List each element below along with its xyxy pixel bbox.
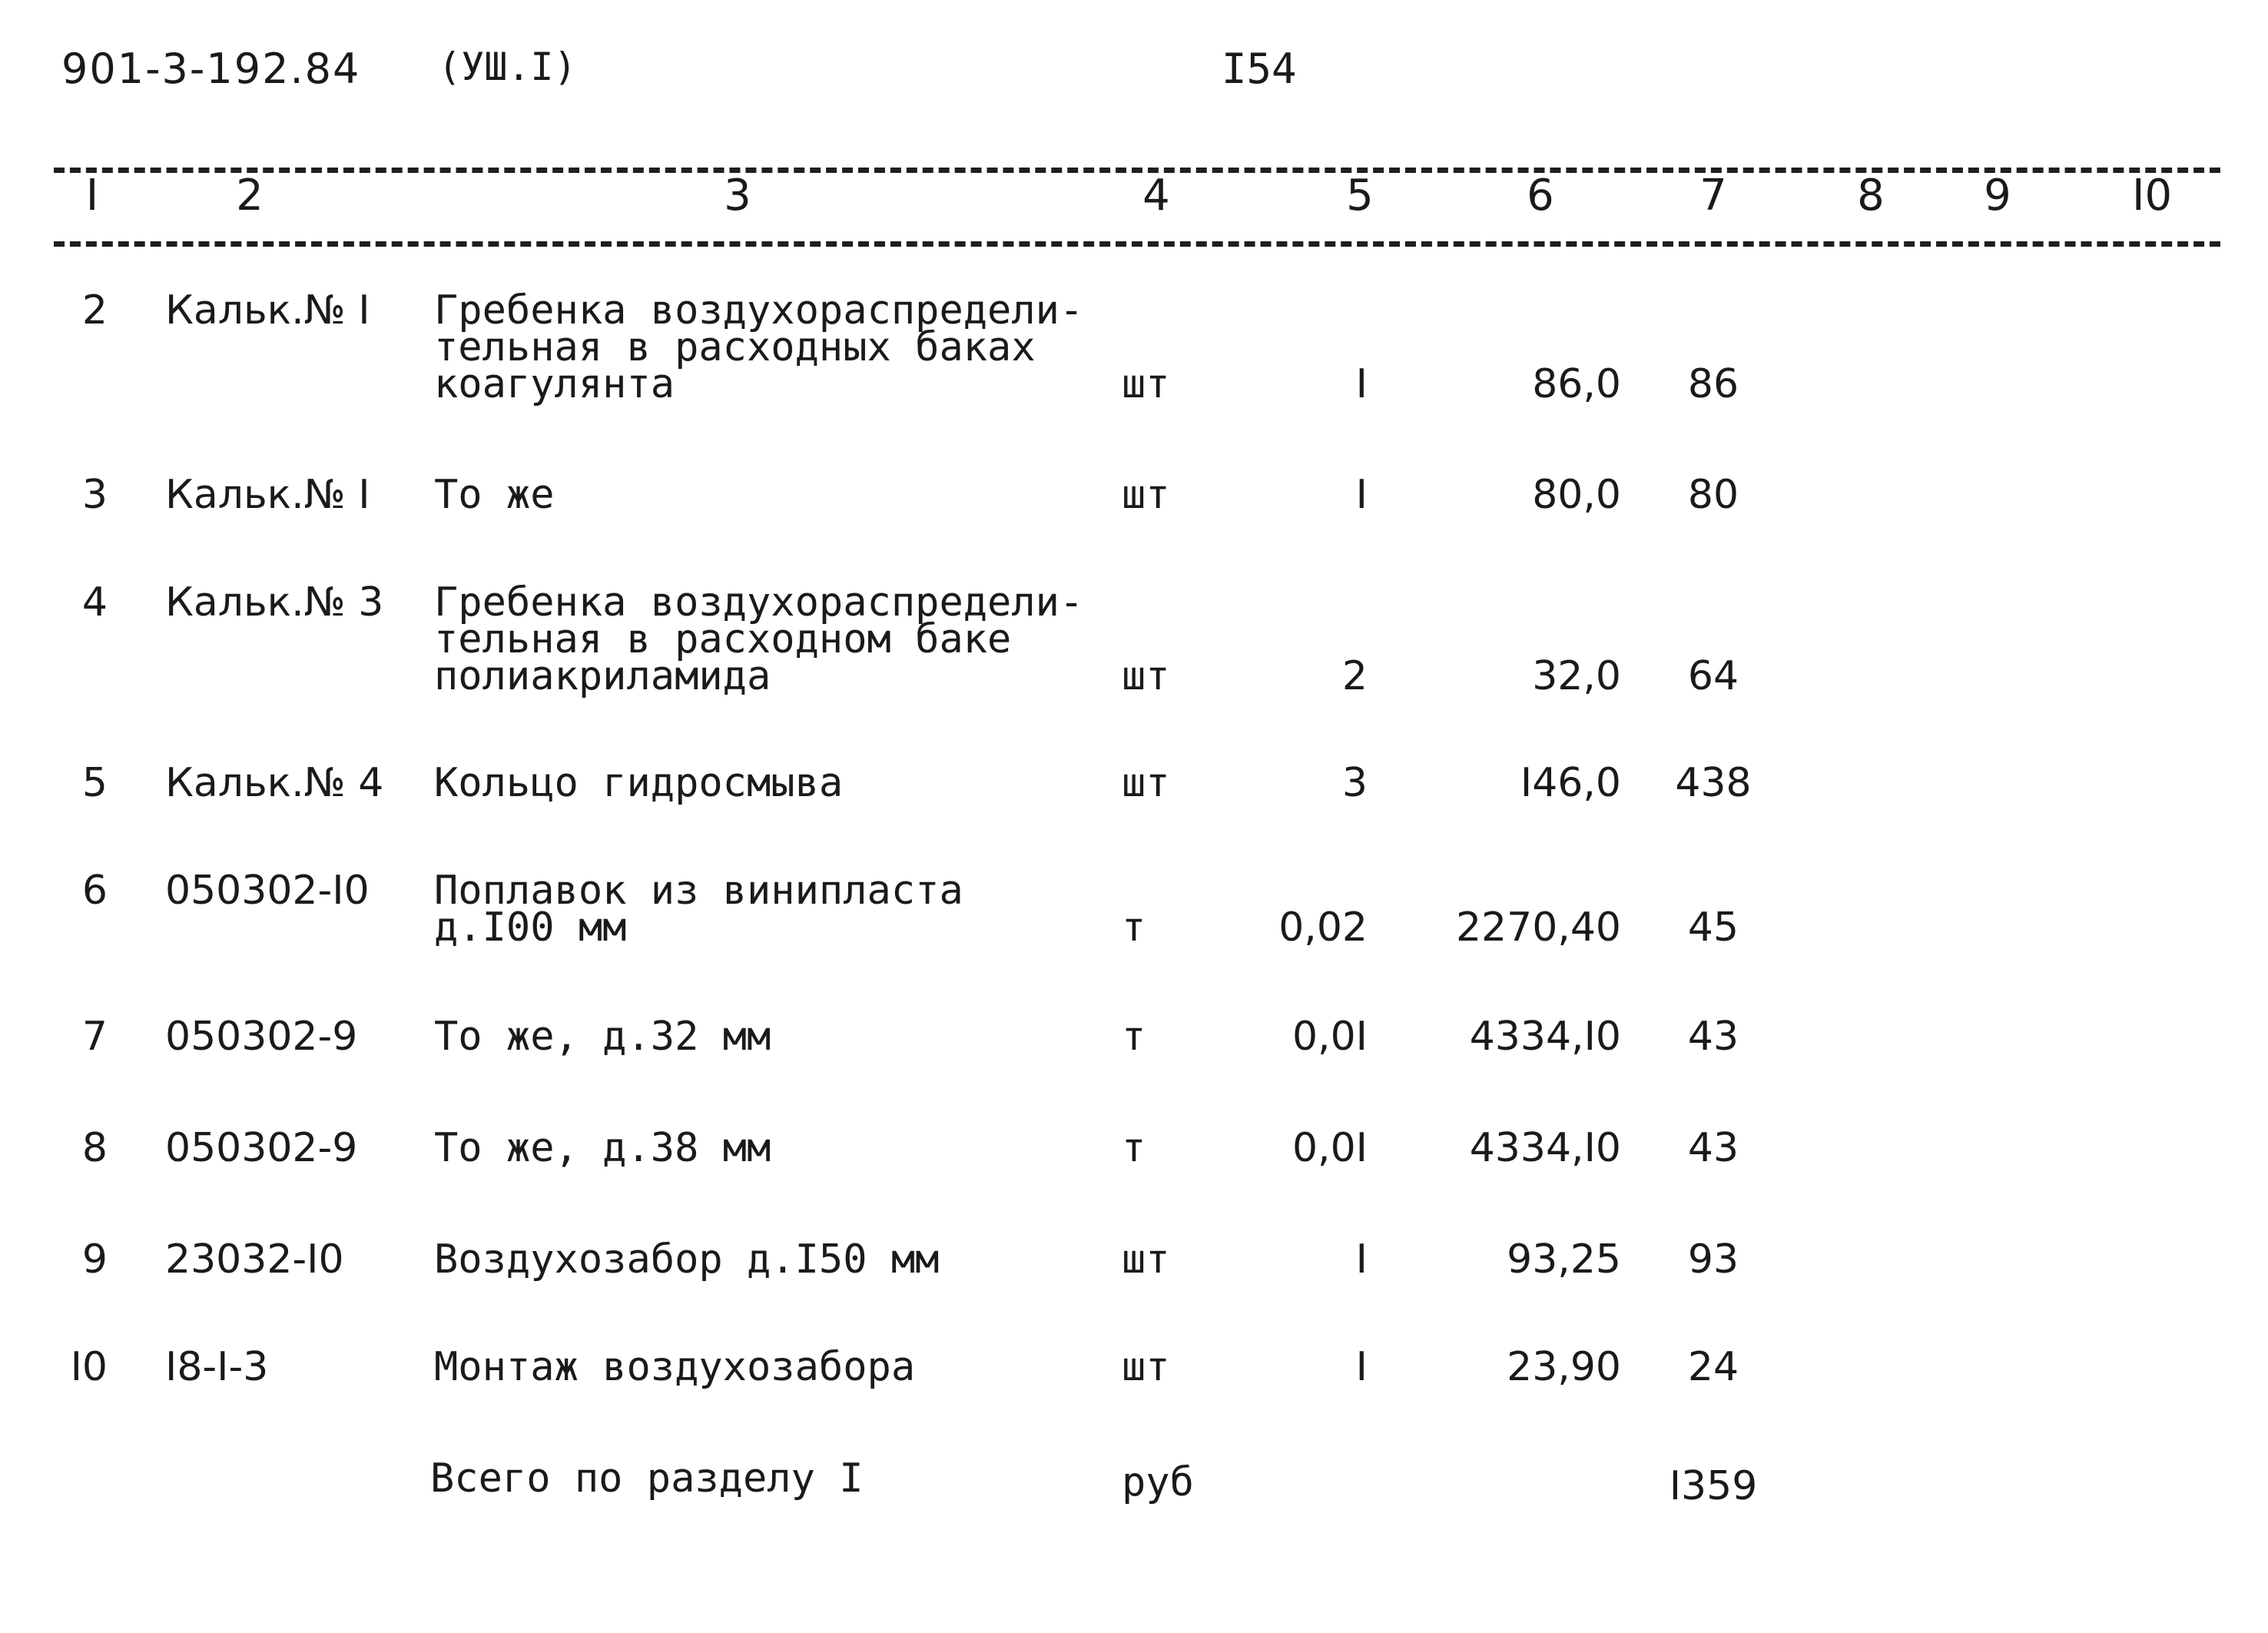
unit: т xyxy=(1122,904,1146,951)
quantity: I xyxy=(1355,361,1368,407)
unit-price: I46,0 xyxy=(1520,760,1621,806)
column-number: 6 xyxy=(1527,171,1554,221)
page-number: I54 xyxy=(1222,45,1297,93)
description-line: Воздухозабор д.I50 мм xyxy=(434,1236,940,1283)
line-total: 24 xyxy=(1687,1344,1739,1390)
item-description xyxy=(434,760,844,806)
summary-total: I359 xyxy=(1669,1463,1758,1509)
quantity: I xyxy=(1355,472,1368,518)
line-total: 93 xyxy=(1687,1236,1739,1283)
reference-code: 23032-I0 xyxy=(165,1236,344,1283)
column-number: 9 xyxy=(1984,171,2011,221)
quantity: 2 xyxy=(1341,653,1368,699)
column-number: 3 xyxy=(724,171,751,221)
quantity: 0,0I xyxy=(1292,1014,1368,1060)
table-header-rule xyxy=(54,241,2220,247)
row-number: 4 xyxy=(81,579,108,626)
column-number: 8 xyxy=(1857,171,1885,221)
unit: шт xyxy=(1122,1344,1170,1390)
unit-price: 4334,I0 xyxy=(1469,1125,1621,1171)
unit-price: 80,0 xyxy=(1532,472,1621,518)
quantity: I xyxy=(1355,1344,1368,1390)
unit: шт xyxy=(1122,1236,1170,1283)
reference-code: Кальк.№ I xyxy=(165,472,370,518)
quantity: 0,0I xyxy=(1292,1125,1368,1171)
reference-code: 050302-9 xyxy=(165,1014,358,1060)
unit-price: 86,0 xyxy=(1532,361,1621,407)
line-total: 438 xyxy=(1675,760,1752,806)
row-number: 2 xyxy=(81,287,108,334)
line-total: 43 xyxy=(1687,1125,1739,1171)
description-line: Кольцо гидросмыва xyxy=(434,760,844,806)
summary-unit: руб xyxy=(1122,1459,1194,1505)
section-label: (УШ.I) xyxy=(438,45,577,89)
unit-price: 32,0 xyxy=(1532,653,1621,699)
line-total: 80 xyxy=(1687,472,1739,518)
description-line: Монтаж воздухозабора xyxy=(434,1344,916,1390)
unit: шт xyxy=(1122,760,1170,806)
reference-code: Кальк.№ 4 xyxy=(165,760,384,806)
description-line: Поплавок из винипласта xyxy=(434,868,963,914)
quantity: 0,02 xyxy=(1278,904,1368,951)
quantity: I xyxy=(1355,1236,1368,1283)
unit-price: 2270,40 xyxy=(1455,904,1621,951)
item-description xyxy=(434,1344,916,1390)
description-line: То же xyxy=(434,472,555,518)
item-description xyxy=(434,1236,940,1283)
line-total: 45 xyxy=(1687,904,1739,951)
item-description xyxy=(434,1014,771,1060)
quantity: 3 xyxy=(1341,760,1368,806)
item-description xyxy=(434,287,1084,407)
unit: шт xyxy=(1122,653,1170,699)
unit: шт xyxy=(1122,472,1170,518)
column-number: I0 xyxy=(2132,171,2173,221)
row-number: 7 xyxy=(81,1014,108,1060)
item-description xyxy=(434,579,1084,699)
unit-price: 23,90 xyxy=(1507,1344,1621,1390)
reference-code: I8-I-3 xyxy=(165,1344,269,1390)
column-number: 7 xyxy=(1699,171,1727,221)
description-line: коагулянта xyxy=(434,361,675,407)
description-line: тельная в расходном баке xyxy=(434,616,1012,662)
unit: т xyxy=(1122,1125,1146,1171)
document-code: 901-3-192.84 xyxy=(61,45,361,93)
description-line: тельная в расходных баках xyxy=(434,324,1036,370)
unit-price: 93,25 xyxy=(1507,1236,1621,1283)
row-number: 9 xyxy=(81,1236,108,1283)
row-number: 8 xyxy=(81,1125,108,1171)
column-number: I xyxy=(85,171,99,221)
unit: т xyxy=(1122,1014,1146,1060)
reference-code: 050302-9 xyxy=(165,1125,358,1171)
summary-label: Всего по разделу I xyxy=(430,1455,864,1502)
row-number: 3 xyxy=(81,472,108,518)
row-number: 5 xyxy=(81,760,108,806)
column-number: 5 xyxy=(1346,171,1374,221)
description-line: Гребенка воздухораспредели- xyxy=(434,579,1084,626)
item-description xyxy=(434,472,555,518)
description-line: Гребенка воздухораспредели- xyxy=(434,287,1084,334)
unit-price: 4334,I0 xyxy=(1469,1014,1621,1060)
line-total: 86 xyxy=(1687,361,1739,407)
line-total: 64 xyxy=(1687,653,1739,699)
column-number: 4 xyxy=(1142,171,1170,221)
row-number: I0 xyxy=(70,1344,108,1390)
column-number: 2 xyxy=(236,171,264,221)
line-total: 43 xyxy=(1687,1014,1739,1060)
reference-code: 050302-I0 xyxy=(165,868,370,914)
item-description xyxy=(434,1125,771,1171)
row-number: 6 xyxy=(81,868,108,914)
reference-code: Кальк.№ 3 xyxy=(165,579,384,626)
description-line: То же, д.32 мм xyxy=(434,1014,771,1060)
description-line: То же, д.38 мм xyxy=(434,1125,771,1171)
unit: шт xyxy=(1122,361,1170,407)
description-line: д.I00 мм xyxy=(434,904,627,951)
reference-code: Кальк.№ I xyxy=(165,287,370,334)
item-description xyxy=(434,868,963,951)
description-line: полиакриламида xyxy=(434,653,771,699)
